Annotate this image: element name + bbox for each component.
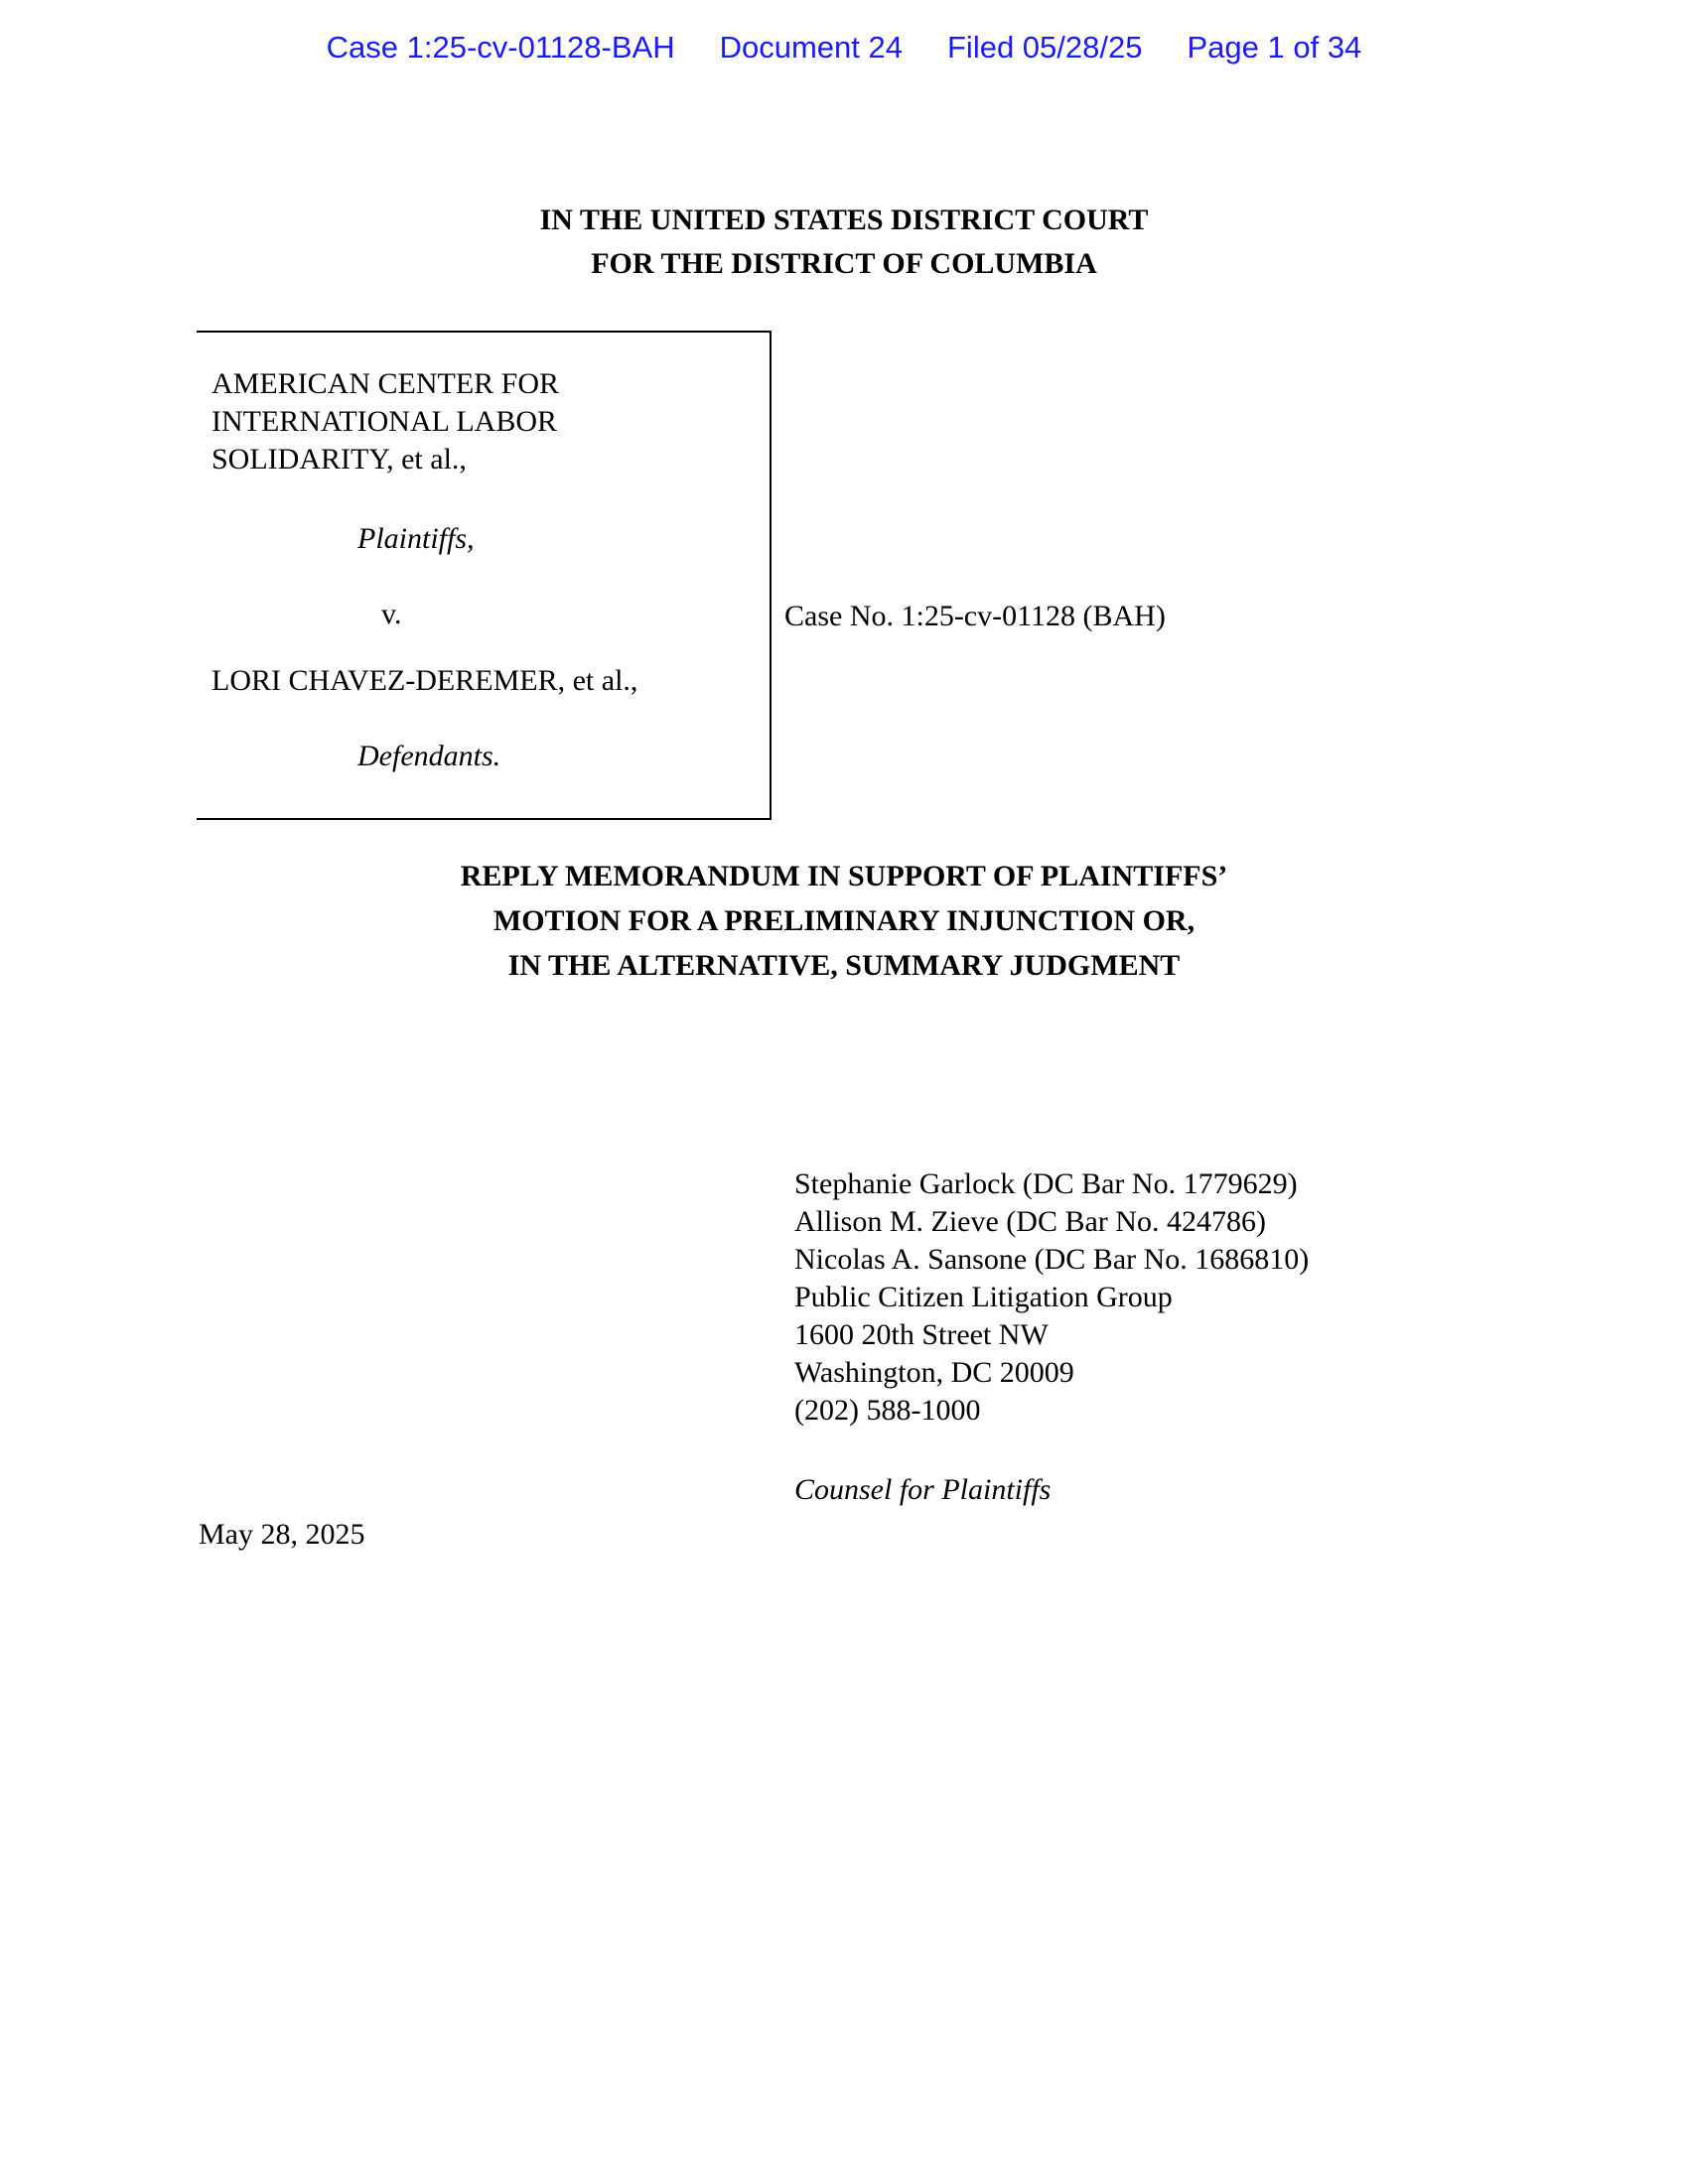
document-title-line-1: REPLY MEMORANDUM IN SUPPORT OF PLAINTIFFS’ xyxy=(460,860,1228,892)
court-district: FOR THE DISTRICT OF COLUMBIA xyxy=(591,247,1097,280)
versus-label: v. xyxy=(381,598,402,630)
street-address: 1600 20th Street NW xyxy=(794,1318,1049,1351)
phone-number: (202) 588-1000 xyxy=(794,1394,981,1427)
page-count-stamp: Page 1 of 34 xyxy=(1187,30,1362,65)
case-number-stamp: Case 1:25-cv-01128-BAH xyxy=(326,30,675,65)
ecf-header-stamp xyxy=(0,30,1688,66)
plaintiff-name-line-1: AMERICAN CENTER FOR xyxy=(211,367,560,400)
plaintiff-name xyxy=(211,365,559,478)
court-name: IN THE UNITED STATES DISTRICT COURT xyxy=(539,204,1149,236)
plaintiff-name-line-2: INTERNATIONAL LABOR xyxy=(211,405,558,438)
attorney-3: Nicolas A. Sansone (DC Bar No. 1686810) xyxy=(794,1243,1310,1276)
case-number: Case No. 1:25-cv-01128 (BAH) xyxy=(784,600,1166,632)
law-firm: Public Citizen Litigation Group xyxy=(794,1281,1173,1313)
document-title-line-2: MOTION FOR A PRELIMINARY INJUNCTION OR, xyxy=(492,904,1196,937)
city-address: Washington, DC 20009 xyxy=(794,1356,1074,1389)
counsel-signature-block xyxy=(794,1165,1309,1430)
defendant-name: LORI CHAVEZ-DEREMER, et al., xyxy=(211,664,638,697)
attorney-1: Stephanie Garlock (DC Bar No. 1779629) xyxy=(794,1167,1298,1200)
document-number-stamp: Document 24 xyxy=(719,30,903,65)
counsel-role: Counsel for Plaintiffs xyxy=(794,1473,1052,1506)
attorney-2: Allison M. Zieve (DC Bar No. 424786) xyxy=(794,1205,1266,1238)
document-title-line-3: IN THE ALTERNATIVE, SUMMARY JUDGMENT xyxy=(507,949,1181,982)
plaintiff-role: Plaintiffs, xyxy=(357,522,475,555)
court-heading xyxy=(0,199,1688,286)
filed-date-stamp: Filed 05/28/25 xyxy=(947,30,1143,65)
document-title xyxy=(0,854,1688,988)
filing-date: May 28, 2025 xyxy=(199,1518,365,1551)
plaintiff-name-line-3: SOLIDARITY, et al., xyxy=(211,443,467,476)
defendant-role: Defendants. xyxy=(357,740,501,772)
